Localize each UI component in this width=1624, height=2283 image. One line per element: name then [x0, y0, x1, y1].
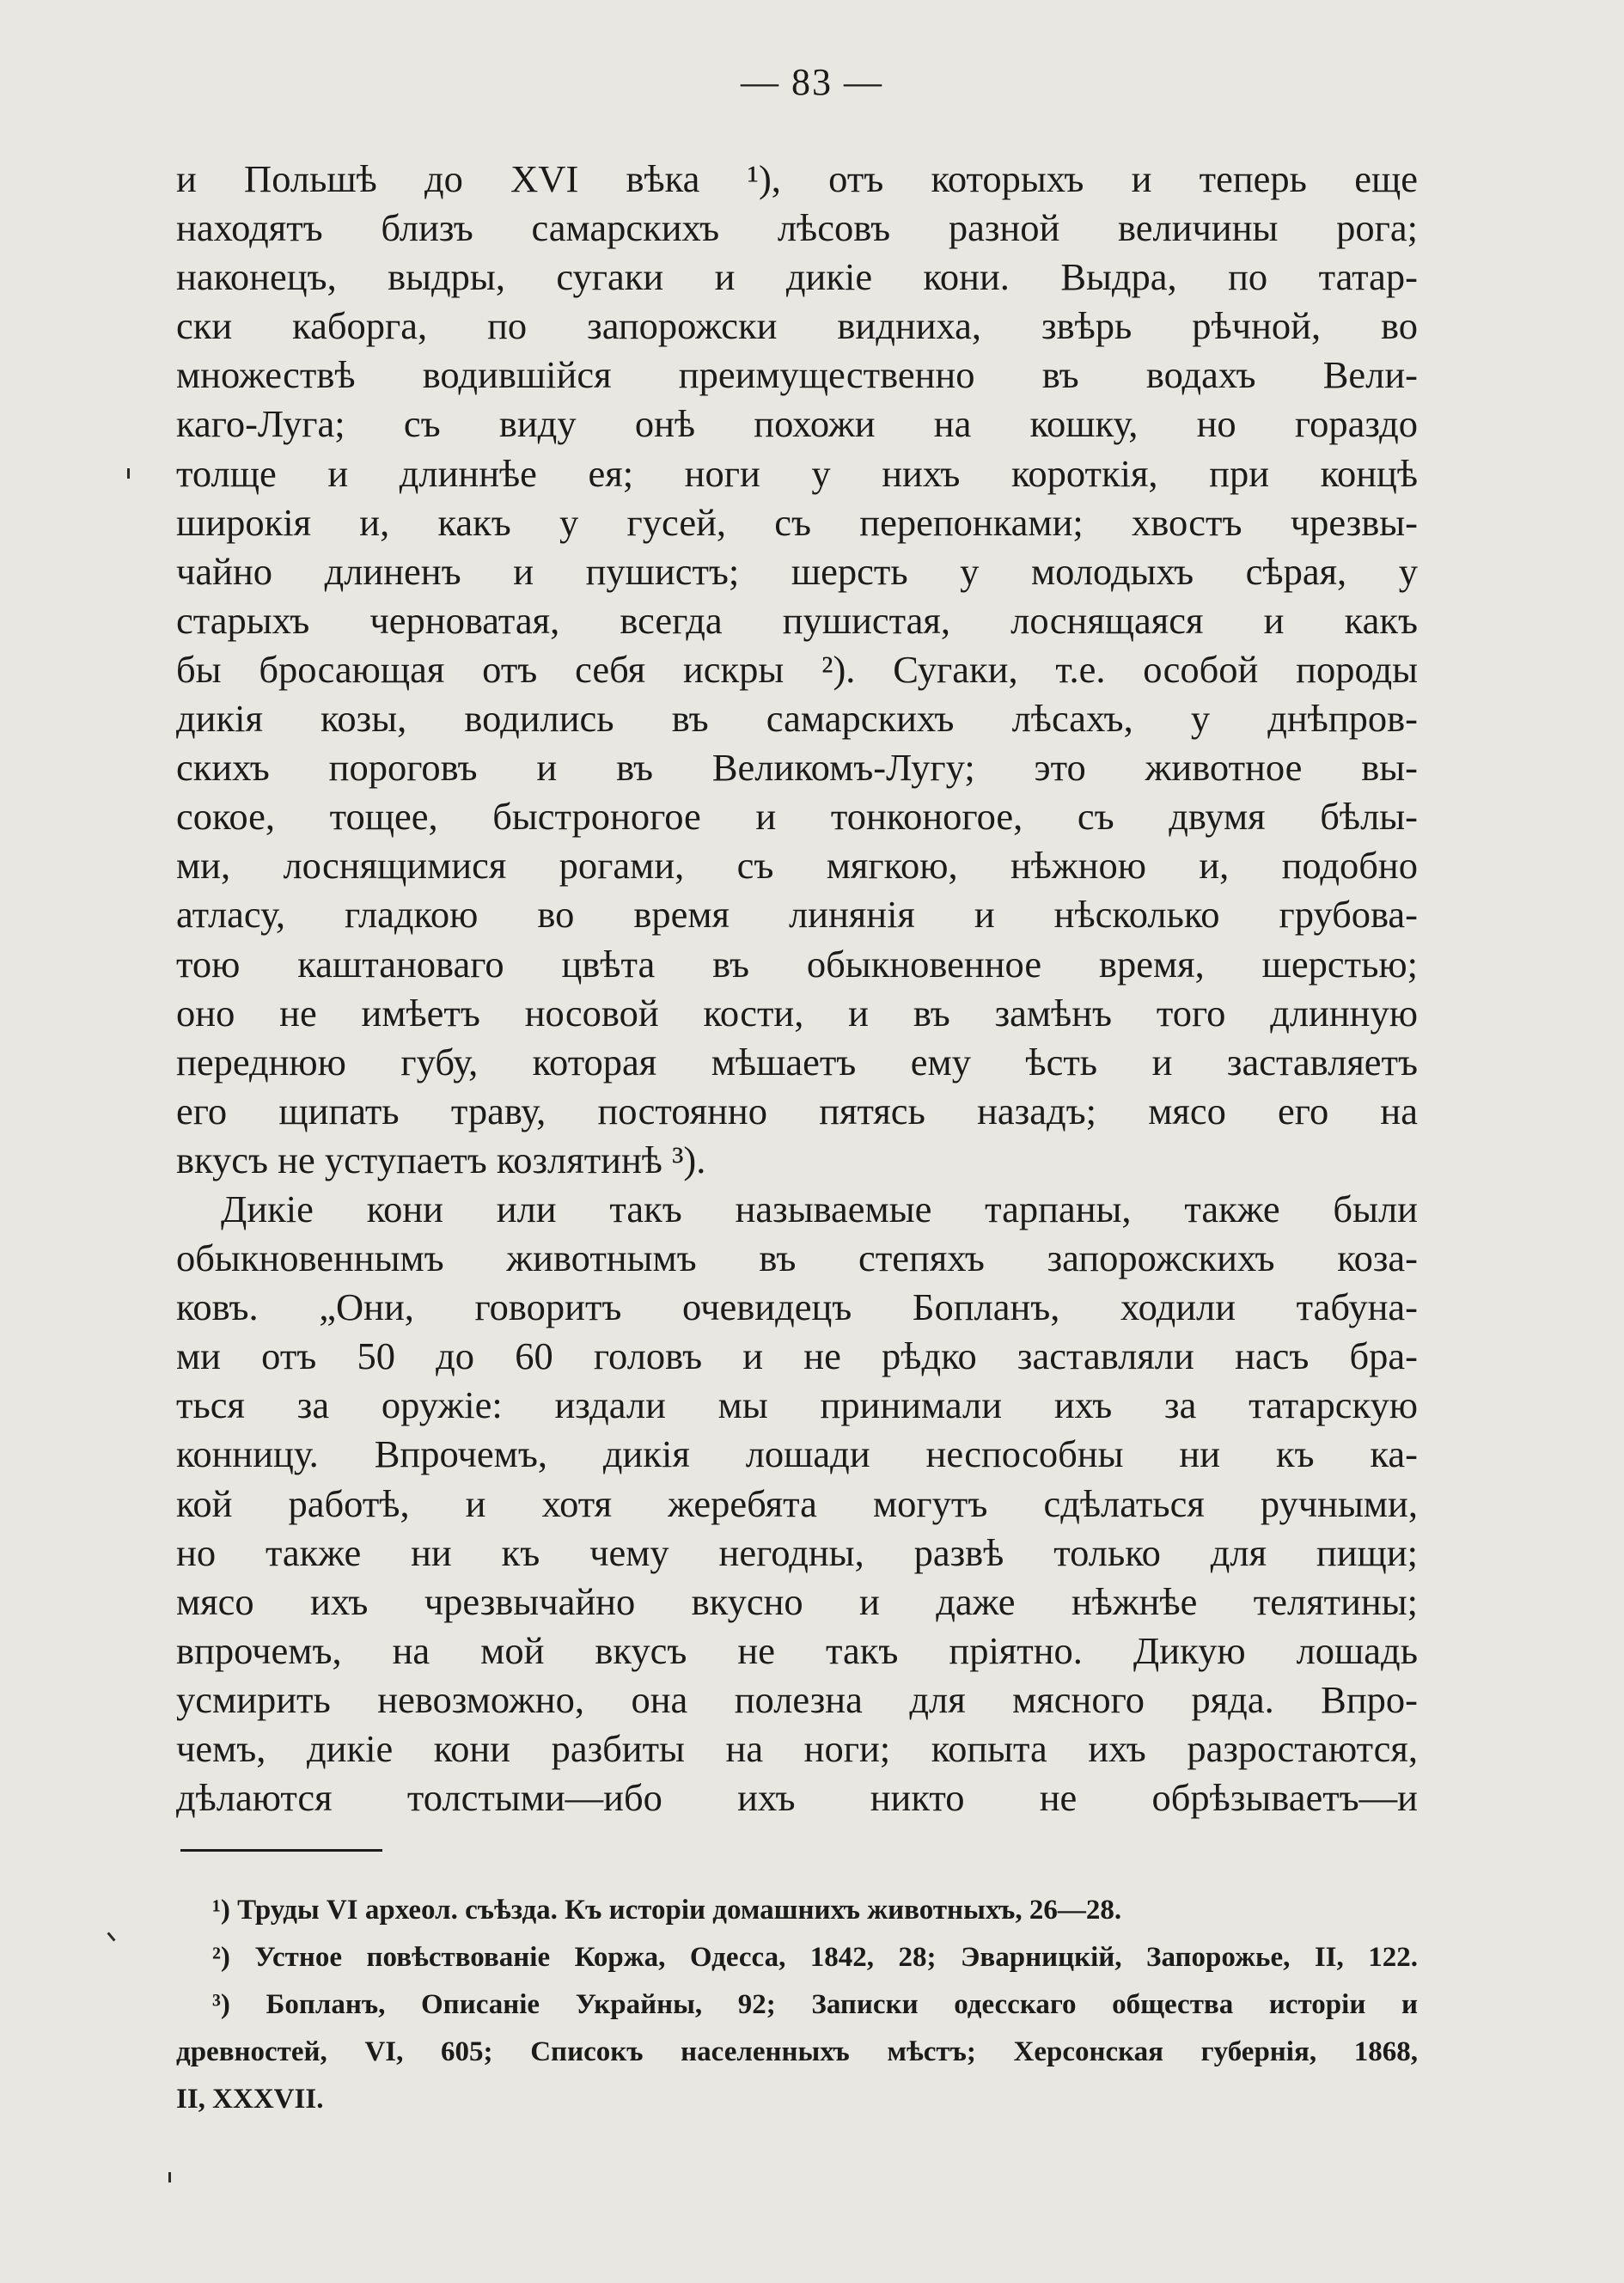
text-line: каго-Луга; съ виду онѣ похожи на кошку, но гораздо — [176, 402, 1418, 446]
text-line: впрочемъ, на мой вкусъ не такъ пріятно. Дикую лошадь — [176, 1628, 1418, 1672]
text-line: скихъ пороговъ и въ Великомъ-Лугу; это животное вы- — [176, 746, 1418, 790]
footnote-line: ¹) Труды VI археол. съѣзда. Къ исторіи домашнихъ животныхъ, 26—28. — [212, 1895, 1122, 1926]
text-line: вкусъ не уступаетъ козлятинѣ ³). — [176, 1138, 706, 1181]
text-line: мясо ихъ чрезвычайно вкусно и даже нѣжнѣе телятины; — [176, 1579, 1418, 1623]
text-line: Дикіе кони или такъ называемые тарпаны, также были — [221, 1187, 1418, 1230]
text-line: сокое, тощее, быстроногое и тонконогое, съ двумя бѣлы- — [176, 795, 1418, 839]
margin-mark — [168, 2172, 171, 2182]
text-line: переднюю губу, которая мѣшаетъ ему ѣсть и заставляетъ — [176, 1040, 1418, 1084]
text-line: наконецъ, выдры, сугаки и дикіе кони. Выдра, по татар- — [176, 255, 1418, 299]
text-line: тою каштановаго цвѣта въ обыкновенное время, шерстью; — [176, 942, 1418, 986]
footnote-line: ³) Бопланъ, Описаніе Украйны, 92; Записки одесскаго общества исторіи и — [212, 1989, 1418, 2020]
text-line: старыхъ черноватая, всегда пушистая, лоснящаяся и какъ — [176, 598, 1418, 642]
text-line: ми отъ 50 до 60 головъ и не рѣдко заставляли насъ бра- — [176, 1334, 1418, 1378]
text-line: находятъ близъ самарскихъ лѣсовъ разной величины рога; — [176, 206, 1418, 250]
text-line: ковъ. „Они, говоритъ очевидецъ Бопланъ, ходили табуна- — [176, 1285, 1418, 1329]
text-line: бы бросающая отъ себя искры ²). Сугаки, т.е. особой породы — [176, 647, 1418, 691]
text-line: толще и длиннѣе ея; ноги у нихъ короткія, при концѣ — [176, 451, 1418, 495]
text-line: множествѣ водившійся преимущественно въ водахъ Вели- — [176, 353, 1418, 397]
margin-mark — [107, 1932, 115, 1941]
text-line: чайно длиненъ и пушистъ; шерсть у молодыхъ сѣрая, у — [176, 549, 1418, 593]
text-line: и Польшѣ до XVI вѣка ¹), отъ которыхъ и теперь еще — [176, 157, 1418, 200]
text-line: дикія козы, водились въ самарскихъ лѣсахъ, у днѣпров- — [176, 697, 1418, 741]
text-line: атласу, гладкою во время линянія и нѣсколько грубова- — [176, 893, 1418, 937]
text-line: ми, лоснящимися рогами, съ мягкою, нѣжною и, подобно — [176, 844, 1418, 888]
text-line: широкія и, какъ у гусей, съ перепонками; хвостъ чрезвы- — [176, 500, 1418, 544]
text-line: но также ни къ чему негодны, развѣ только для пищи; — [176, 1530, 1418, 1574]
page-number: — 83 — — [741, 61, 883, 103]
text-line: усмирить невозможно, она полезна для мясного ряда. Впро- — [176, 1677, 1418, 1721]
main-text — [176, 155, 1418, 1822]
footnote-line: II, XXXVII. — [176, 2084, 324, 2115]
text-line: дѣлаются толстыми—ибо ихъ никто не обрѣзываетъ—и — [176, 1776, 1418, 1820]
text-line: кой работѣ, и хотя жеребята могутъ сдѣлаться ручными, — [176, 1481, 1418, 1525]
footnotes — [176, 1887, 1418, 2123]
text-line: оно не имѣетъ носовой кости, и въ замѣнъ того длинную — [176, 991, 1418, 1035]
text-line: обыкновеннымъ животнымъ въ степяхъ запорожскихъ коза- — [176, 1236, 1418, 1280]
margin-mark — [127, 468, 130, 479]
footnote-separator — [180, 1849, 382, 1852]
text-line: чемъ, дикіе кони разбиты на ноги; копыта ихъ разростаются, — [176, 1727, 1418, 1770]
text-line: конницу. Впрочемъ, дикія лошади неспособны ни къ ка- — [176, 1432, 1418, 1476]
footnote-line: ²) Устное повѣствованіе Коржа, Одесса, 1842, 28; Эварницкій, Запорожье, II, 122. — [212, 1942, 1418, 1973]
text-line: его щипать траву, постоянно пятясь назадъ; мясо его на — [176, 1089, 1418, 1132]
footnote-line: древностей, VI, 605; Списокъ населенныхъ мѣстъ; Херсонская губернія, 1868, — [176, 2036, 1418, 2067]
text-line: ться за оружіе: издали мы принимали ихъ за татарскую — [176, 1383, 1418, 1427]
text-line: ски каборга, по запорожски видниха, звѣрь рѣчной, во — [176, 304, 1418, 348]
